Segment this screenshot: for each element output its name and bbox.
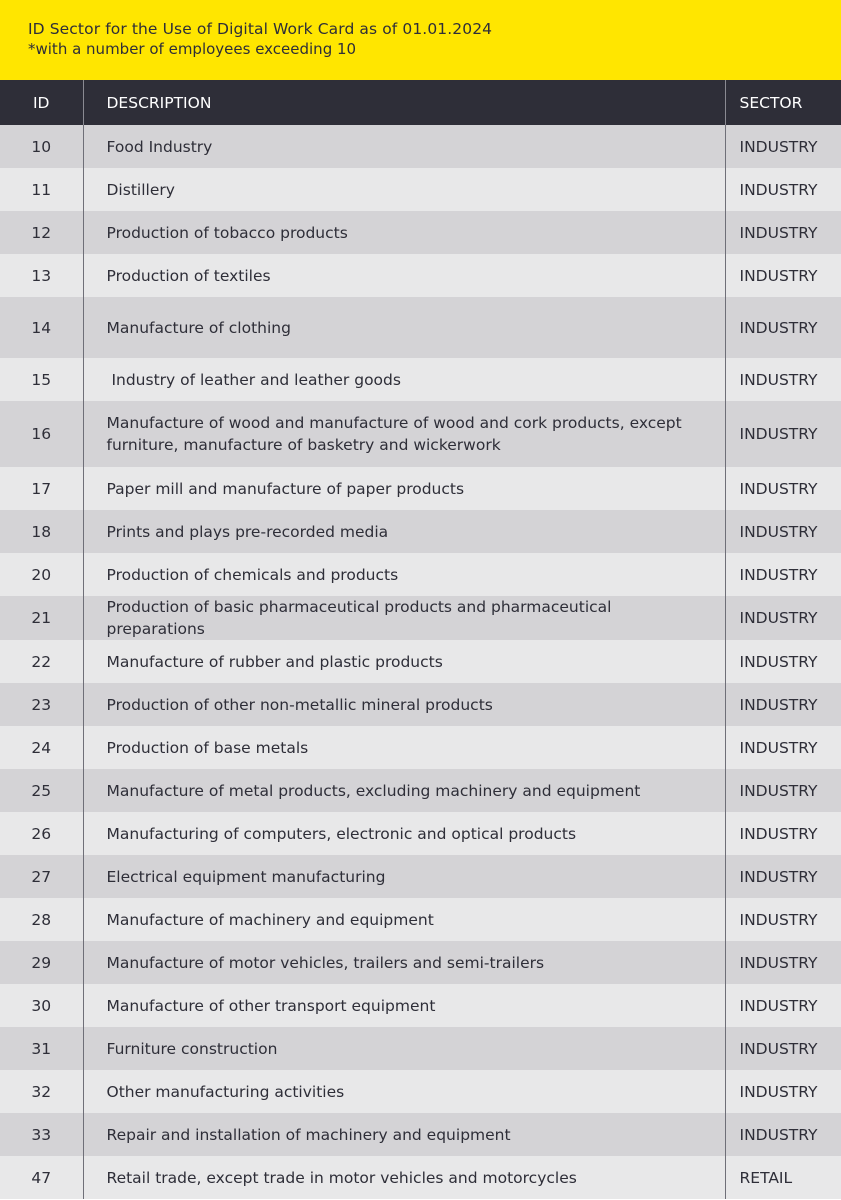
table-row bbox=[0, 769, 841, 812]
table-row bbox=[0, 1070, 841, 1113]
cell-description: Manufacture of motor vehicles, trailers and semi-trailers bbox=[106, 953, 545, 972]
table-header bbox=[0, 80, 841, 125]
cell-description: Other manufacturing activities bbox=[106, 1082, 345, 1101]
cell-description: Distillery bbox=[106, 180, 175, 199]
cell-id: 23 bbox=[0, 683, 83, 726]
table-row bbox=[0, 812, 841, 855]
cell-description: Production of tobacco products bbox=[106, 223, 348, 242]
sector-table bbox=[0, 80, 841, 1199]
table-row bbox=[0, 510, 841, 553]
header-row bbox=[0, 80, 841, 125]
table-row bbox=[0, 640, 841, 683]
cell-sector: INDUSTRY bbox=[725, 211, 841, 254]
cell-sector: INDUSTRY bbox=[725, 401, 841, 467]
cell-sector: INDUSTRY bbox=[725, 640, 841, 683]
cell-sector: INDUSTRY bbox=[725, 1070, 841, 1113]
cell-id: 20 bbox=[0, 553, 83, 596]
cell-id: 27 bbox=[0, 855, 83, 898]
cell-sector: INDUSTRY bbox=[725, 1027, 841, 1070]
cell-id: 16 bbox=[0, 401, 83, 467]
table-row bbox=[0, 125, 841, 168]
cell-id: 14 bbox=[0, 297, 83, 358]
cell-id: 29 bbox=[0, 941, 83, 984]
cell-description: Production of chemicals and products bbox=[106, 565, 399, 584]
cell-id: 28 bbox=[0, 898, 83, 941]
cell-id: 21 bbox=[0, 596, 83, 640]
table-row bbox=[0, 467, 841, 510]
cell-sector: INDUSTRY bbox=[725, 683, 841, 726]
column-header-sector: SECTOR bbox=[725, 80, 841, 125]
cell-sector: RETAIL bbox=[725, 1156, 841, 1199]
cell-id: 30 bbox=[0, 984, 83, 1027]
cell-id: 15 bbox=[0, 358, 83, 401]
cell-id: 18 bbox=[0, 510, 83, 553]
cell-description: Electrical equipment manufacturing bbox=[106, 867, 386, 886]
cell-sector: INDUSTRY bbox=[725, 467, 841, 510]
table-row bbox=[0, 553, 841, 596]
cell-sector: INDUSTRY bbox=[725, 297, 841, 358]
table-row bbox=[0, 1113, 841, 1156]
table-row bbox=[0, 254, 841, 297]
cell-description: Prints and plays pre-recorded media bbox=[106, 522, 389, 541]
cell-description: Repair and installation of machinery and equipment bbox=[106, 1125, 511, 1144]
cell-description: Production of base metals bbox=[106, 738, 309, 757]
cell-id: 47 bbox=[0, 1156, 83, 1199]
cell-sector: INDUSTRY bbox=[725, 596, 841, 640]
cell-sector: INDUSTRY bbox=[725, 254, 841, 297]
cell-id: 22 bbox=[0, 640, 83, 683]
cell-description: Industry of leather and leather goods bbox=[106, 370, 401, 389]
cell-sector: INDUSTRY bbox=[725, 769, 841, 812]
cell-id: 13 bbox=[0, 254, 83, 297]
cell-description: Manufacture of clothing bbox=[106, 318, 291, 337]
cell-description: Production of basic pharmaceutical products and pharmaceutical preparations bbox=[106, 598, 617, 638]
cell-description: Manufacture of metal products, excluding machinery and equipment bbox=[106, 781, 641, 800]
cell-sector: INDUSTRY bbox=[725, 812, 841, 855]
table-row bbox=[0, 358, 841, 401]
cell-sector: INDUSTRY bbox=[725, 855, 841, 898]
table-row bbox=[0, 1027, 841, 1070]
table-row bbox=[0, 898, 841, 941]
table-row bbox=[0, 726, 841, 769]
cell-description: Food Industry bbox=[106, 137, 213, 156]
table-row bbox=[0, 401, 841, 467]
table-row bbox=[0, 211, 841, 254]
cell-id: 31 bbox=[0, 1027, 83, 1070]
cell-id: 12 bbox=[0, 211, 83, 254]
page-subtitle: *with a number of employees exceeding 10 bbox=[28, 40, 357, 58]
cell-sector: INDUSTRY bbox=[725, 168, 841, 211]
cell-description: Manufacture of rubber and plastic products bbox=[106, 652, 443, 671]
table-row bbox=[0, 1156, 841, 1199]
cell-description: Manufacture of machinery and equipment bbox=[106, 910, 434, 929]
table-row bbox=[0, 596, 841, 640]
table-row bbox=[0, 855, 841, 898]
table-row bbox=[0, 941, 841, 984]
cell-sector: INDUSTRY bbox=[725, 553, 841, 596]
cell-description: Manufacturing of computers, electronic and optical products bbox=[106, 824, 577, 843]
cell-id: 26 bbox=[0, 812, 83, 855]
table-row bbox=[0, 168, 841, 211]
cell-sector: INDUSTRY bbox=[725, 510, 841, 553]
cell-sector: INDUSTRY bbox=[725, 125, 841, 168]
cell-id: 32 bbox=[0, 1070, 83, 1113]
cell-description: Production of other non-metallic mineral products bbox=[106, 695, 493, 714]
cell-description: Production of textiles bbox=[106, 266, 271, 285]
table-row bbox=[0, 297, 841, 358]
cell-description: Manufacture of other transport equipment bbox=[106, 996, 436, 1015]
cell-id: 33 bbox=[0, 1113, 83, 1156]
cell-id: 24 bbox=[0, 726, 83, 769]
cell-id: 25 bbox=[0, 769, 83, 812]
cell-sector: INDUSTRY bbox=[725, 726, 841, 769]
table-row bbox=[0, 984, 841, 1027]
cell-sector: INDUSTRY bbox=[725, 898, 841, 941]
cell-id: 17 bbox=[0, 467, 83, 510]
cell-description: Manufacture of wood and manufacture of wood and cork products, except furniture, manufacture of basketry and wickerwork bbox=[106, 414, 687, 454]
cell-description: Furniture construction bbox=[106, 1039, 278, 1058]
cell-sector: INDUSTRY bbox=[725, 1113, 841, 1156]
cell-id: 10 bbox=[0, 125, 83, 168]
cell-description: Paper mill and manufacture of paper products bbox=[106, 479, 465, 498]
column-header-id: ID bbox=[0, 80, 83, 125]
cell-description: Retail trade, except trade in motor vehicles and motorcycles bbox=[106, 1168, 577, 1187]
cell-id: 11 bbox=[0, 168, 83, 211]
page-title: ID Sector for the Use of Digital Work Card as of 01.01.2024 bbox=[28, 20, 493, 38]
table-row bbox=[0, 683, 841, 726]
cell-sector: INDUSTRY bbox=[725, 941, 841, 984]
cell-sector: INDUSTRY bbox=[725, 358, 841, 401]
cell-sector: INDUSTRY bbox=[725, 984, 841, 1027]
column-header-description: DESCRIPTION bbox=[106, 93, 212, 112]
table-body bbox=[0, 125, 841, 1199]
title-banner bbox=[0, 0, 841, 80]
